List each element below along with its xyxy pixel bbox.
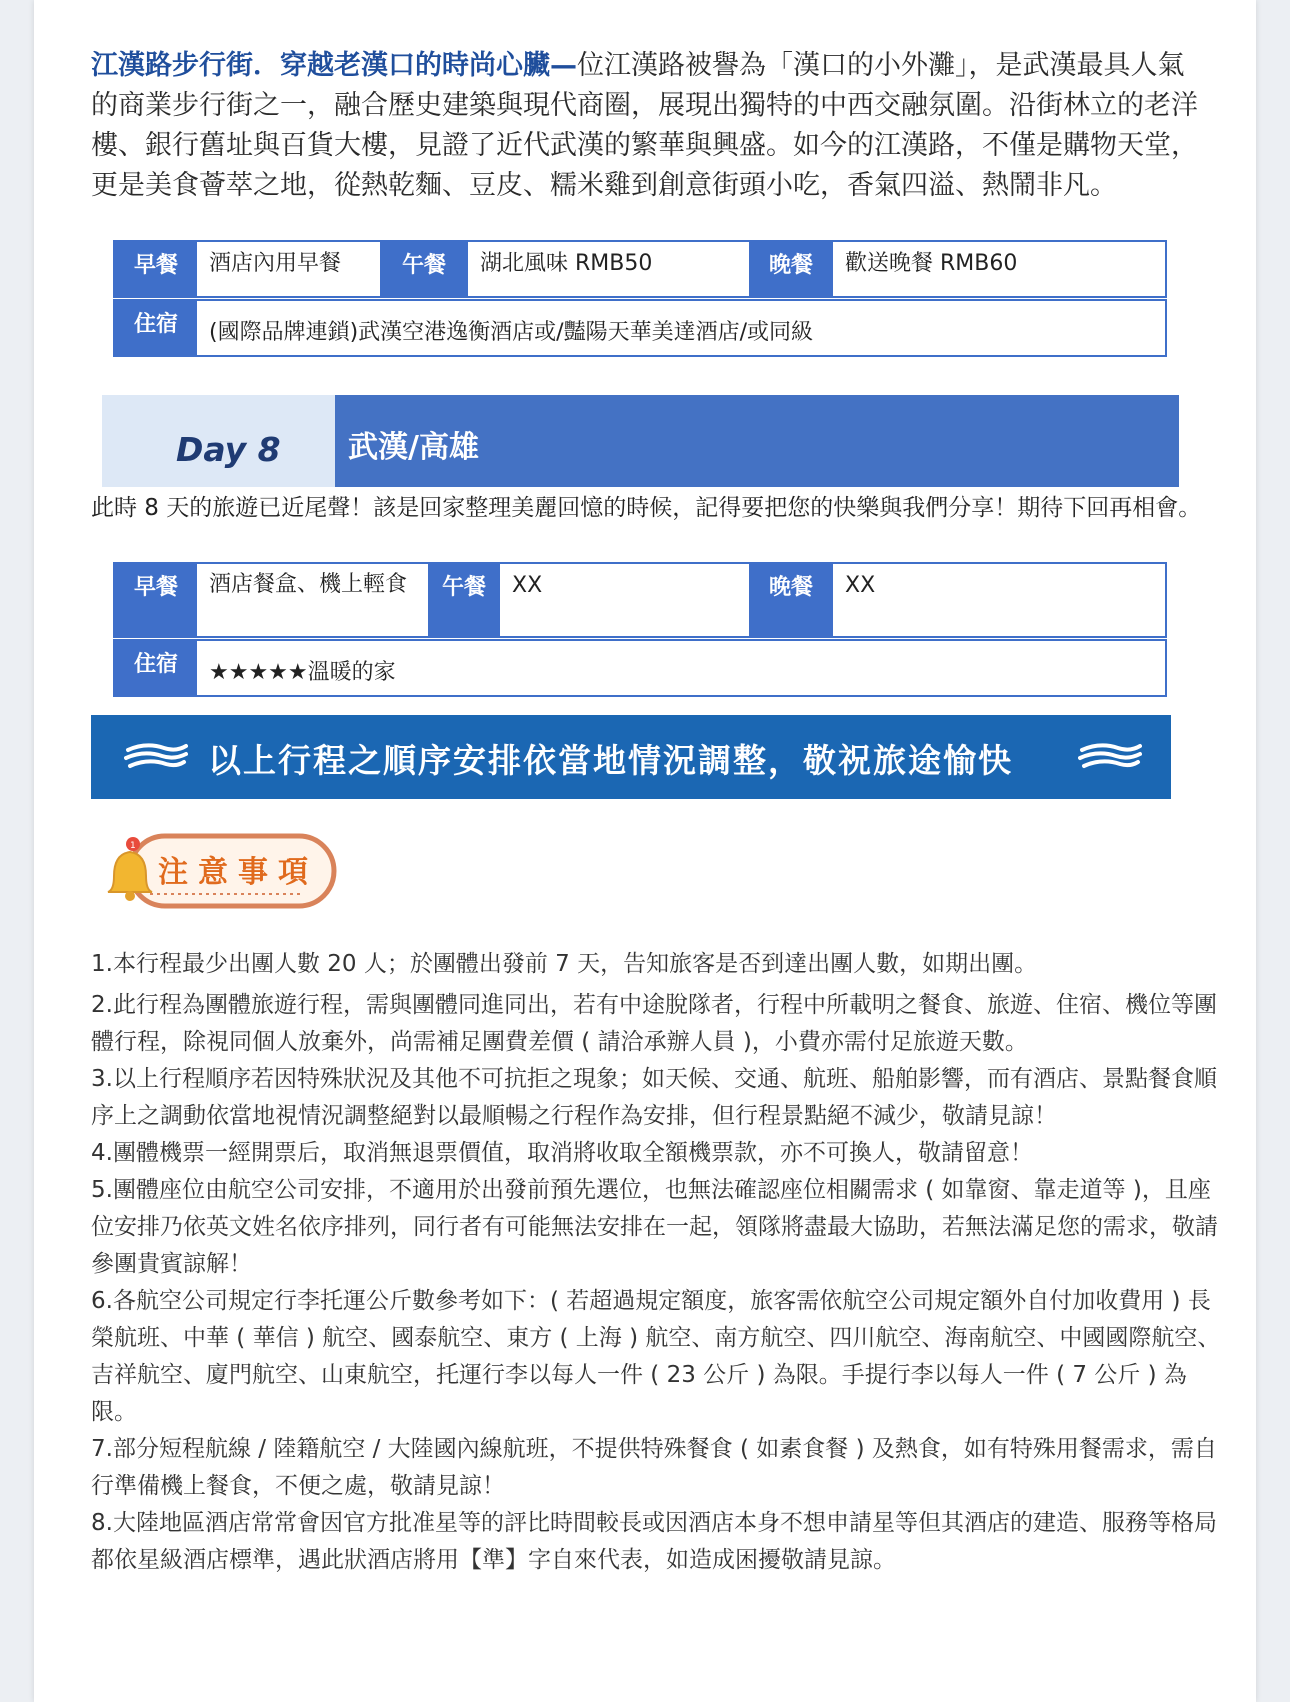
- svg-text:1: 1: [130, 841, 136, 851]
- dinner-value: 歡送晚餐 RMB60: [845, 251, 1018, 276]
- dinner-label: 晚餐: [749, 564, 833, 636]
- intro-text: 位江漢路被譽為「漢口的小外灘」，是武漢最具人氣的商業步行街之一，融合歷史建築與現代商圈，展現出獨特的中西交融氛圍。沿街林立的老洋樓、銀行舊址與百貨大樓，見證了近代武漢的繁華與興盛。如今的江漢路，不僅是購物天堂，更是美食薈萃之地，從熱乾麵、豆皮、糯米雞到創意街頭小吃，香氣四溢、熱鬧非凡。: [91, 50, 1198, 201]
- notice-title: 注意事項: [158, 855, 318, 890]
- day7-hotel-table: [113, 299, 1167, 357]
- hotel-label: 住宿: [115, 641, 197, 695]
- lunch-label: 午餐: [380, 242, 468, 296]
- lunch-value: XX: [512, 573, 543, 598]
- dinner-value: XX: [845, 573, 876, 598]
- wave-icon: [1078, 742, 1142, 772]
- dinner-label: 晚餐: [749, 242, 833, 296]
- wave-icon: [124, 742, 188, 772]
- hotel-value: ★★★★★溫暖的家: [209, 660, 396, 685]
- lunch-label: 午餐: [428, 564, 500, 636]
- hotel-value: (國際品牌連鎖)武漢空港逸衡酒店或/豔陽天華美達酒店/或同級: [209, 320, 813, 345]
- notice-item: 4.團體機票一經開票后，取消無退票價值，取消將收取全額機票款，亦不可換人，敬請留意！: [91, 1140, 1033, 1166]
- notice-item: 8.大陸地區酒店常常會因官方批准星等的評比時間較長或因酒店本身不想申請星等但其酒店的建造、服務等格局都依星級酒店標準，遇此狀酒店將用【準】字自來代表，如造成困擾敬請見諒。: [91, 1510, 1217, 1573]
- hotel-label: 住宿: [115, 301, 197, 355]
- notice-item: 7.部分短程航線 / 陸籍航空 / 大陸國內線航班，不提供特殊餐食 ( 如素食餐 ) 及熱食，如有特殊用餐需求，需自行準備機上餐食，不便之處，敬請見諒！: [91, 1436, 1217, 1499]
- breakfast-label: 早餐: [115, 242, 197, 296]
- day7-meal-table: [113, 240, 1167, 298]
- breakfast-value: 酒店餐盒、機上輕食: [209, 572, 408, 597]
- lunch-value: 湖北風味 RMB50: [480, 251, 653, 276]
- breakfast-label: 早餐: [115, 564, 197, 636]
- day-description: 此時 8 天的旅遊已近尾聲！該是回家整理美麗回憶的時候，記得要把您的快樂與我們分享！期待下回再相會。: [91, 495, 1202, 521]
- notice-item: 5.團體座位由航空公司安排，不適用於出發前預先選位，也無法確認座位相關需求 ( 如靠窗、靠走道等 )，且座位安排乃依英文姓名依序排列，同行者有可能無法安排在一起，領隊將盡最大協助，若無法滿足您的需求，敬請參團貴賓諒解！: [91, 1177, 1218, 1277]
- banner-text: 以上行程之順序安排依當地情況調整，敬祝旅途愉快: [208, 741, 1013, 780]
- day8-hotel-table: [113, 639, 1167, 697]
- notice-item: 2.此行程為團體旅遊行程，需與團體同進同出，若有中途脫隊者，行程中所載明之餐食、旅遊、住宿、機位等團體行程，除視同個人放棄外，尚需補足團費差價 ( 請洽承辦人員 )，小費亦需付足旅遊天數。: [91, 992, 1217, 1055]
- breakfast-value: 酒店內用早餐: [209, 251, 342, 276]
- notice-item: 3.以上行程順序若因特殊狀況及其他不可抗拒之現象；如天候、交通、航班、船舶影響，而有酒店、景點餐食順序上之調動依當地視情況調整絕對以最順暢之行程作為安排，但行程景點絕不減少，敬請見諒！: [91, 1066, 1217, 1129]
- day-label: Day 8: [176, 430, 281, 469]
- notice-item: 6.各航空公司規定行李托運公斤數參考如下：( 若超過規定額度，旅客需依航空公司規定額外自付加收費用 ) 長榮航班、中華 ( 華信 ) 航空、國泰航空、東方 ( 上海 ) 航空、南方航空、四川航空、海南航空、中國國際航空、吉祥航空、廈門航空、山東航空，托運行李以每人一件 ( 23 公斤 ) 為限。手提行李以每人一件 ( 7 公斤 ) 為限。: [91, 1288, 1221, 1425]
- intro-paragraph: [91, 46, 1201, 206]
- notice-list: [91, 946, 1221, 1579]
- intro-highlight: 江漢路步行街．穿越老漢口的時尚心臟—: [91, 50, 577, 81]
- day-title: 武漢/高雄: [348, 430, 479, 465]
- day8-meal-table: [113, 562, 1167, 638]
- notice-item: 1.本行程最少出團人數 20 人；於團體出發前 7 天，告知旅客是否到達出團人數，如期出團。: [91, 951, 1038, 977]
